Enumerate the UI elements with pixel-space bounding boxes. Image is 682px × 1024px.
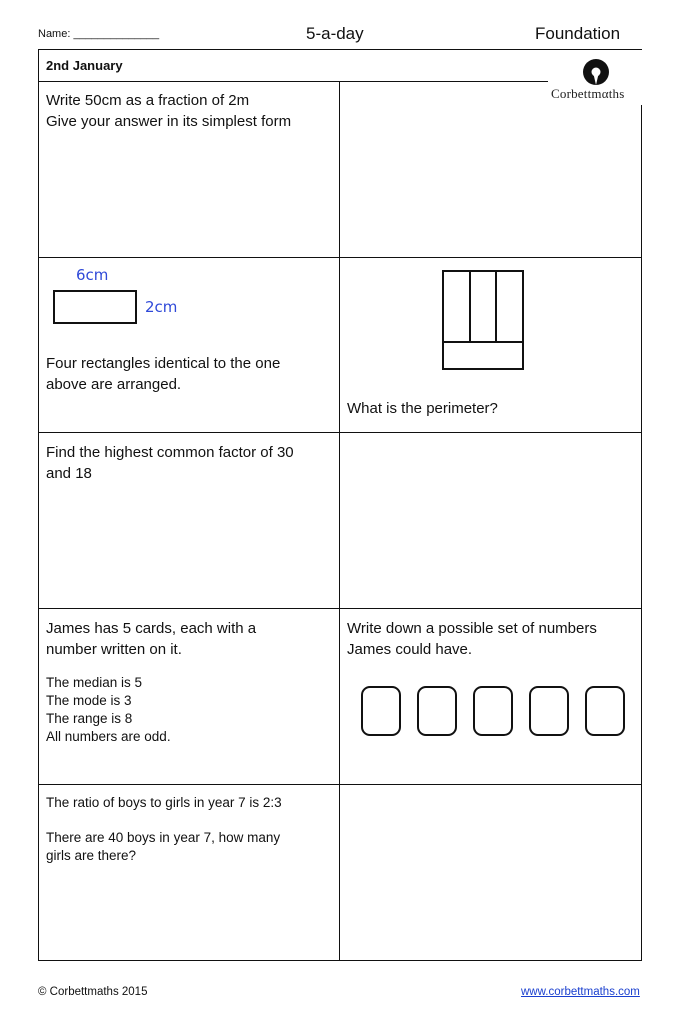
tier-label: Foundation (535, 24, 621, 43)
rectangle-length-label: 6cm (76, 266, 109, 284)
logo-text: Corbettmαths (551, 86, 625, 101)
worksheet-frame (38, 49, 642, 961)
question-5-line-2: There are 40 boys in year 7, how many (46, 830, 281, 845)
arranged-rectangles-diagram (441, 270, 525, 371)
question-2-line-1: Four rectangles identical to the one (46, 355, 281, 372)
corbettmaths-logo-icon (580, 58, 612, 88)
question-4-right-line-2: James could have. (347, 641, 473, 658)
date-label: 2nd January (46, 58, 123, 73)
answer-card-3[interactable] (473, 686, 513, 736)
fact-odd: All numbers are odd. (46, 729, 171, 744)
rectangle-width-label: 2cm (145, 298, 178, 316)
question-4-line-1: James has 5 cards, each with a (46, 620, 257, 637)
fact-median: The median is 5 (46, 675, 143, 690)
question-5-line-3: girls are there? (46, 848, 137, 863)
question-4-line-2: number written on it. (46, 641, 182, 658)
question-1-line-1: Write 50cm as a fraction of 2m (46, 92, 250, 109)
question-3-line-2: and 18 (46, 465, 92, 482)
question-4-right-line-1: Write down a possible set of numbers (347, 620, 597, 637)
row-divider-1 (38, 257, 642, 258)
name-label: Name: ______________ (38, 28, 160, 40)
answer-card-5[interactable] (585, 686, 625, 736)
answer-card-2[interactable] (417, 686, 457, 736)
question-2-line-2: above are arranged. (46, 376, 182, 393)
row-divider-4 (38, 784, 642, 785)
question-3-line-1: Find the highest common factor of 30 (46, 444, 294, 461)
question-5-line-1: The ratio of boys to girls in year 7 is 2:3 (46, 795, 282, 810)
column-divider (339, 82, 340, 961)
row-divider-2 (38, 432, 642, 433)
question-2-prompt: What is the perimeter? (347, 400, 498, 417)
website-link[interactable]: www.corbettmaths.com (521, 986, 640, 998)
question-1-line-2: Give your answer in its simplest form (46, 113, 292, 130)
fact-range: The range is 8 (46, 711, 133, 726)
answer-card-4[interactable] (529, 686, 569, 736)
answer-card-1[interactable] (361, 686, 401, 736)
copyright-text: © Corbettmaths 2015 (38, 986, 148, 998)
row-divider-3 (38, 608, 642, 609)
rectangle-diagram (53, 290, 137, 324)
worksheet-title: 5-a-day (306, 24, 364, 43)
fact-mode: The mode is 3 (46, 693, 132, 708)
